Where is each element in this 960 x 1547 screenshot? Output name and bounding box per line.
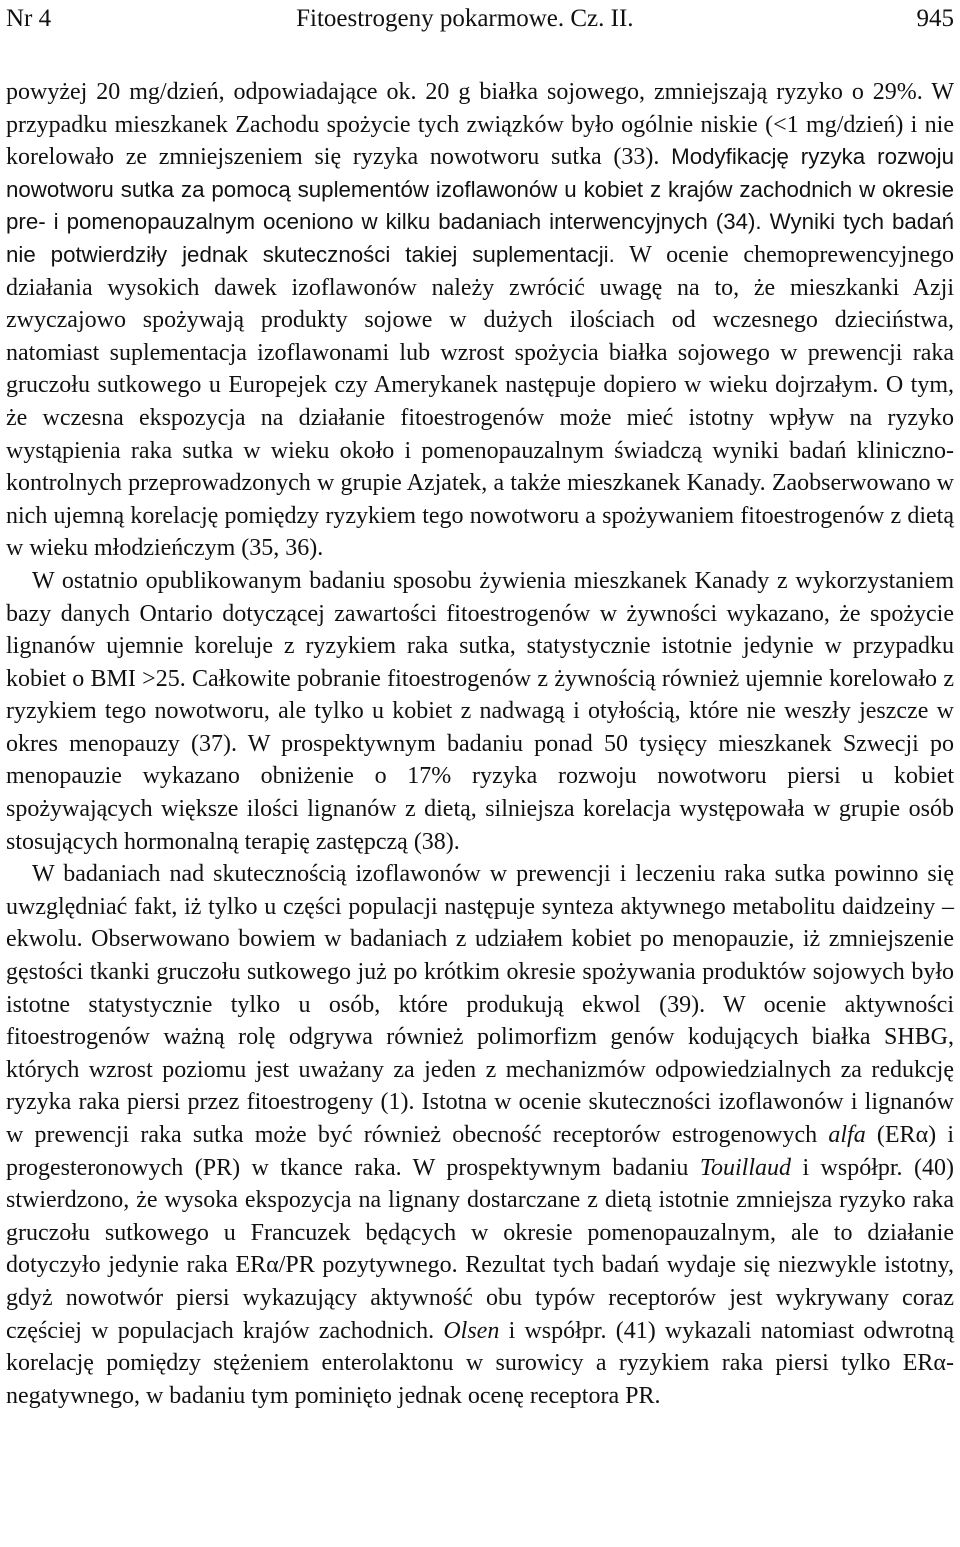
text-run: i współpr. (41) wykazali natomiast odwrotną korelację pomiędzy stężeniem enterolaktonu w surowicy a ryzykiem raka piersi tylko ERα-negatywnego, w badaniu tym pominięto jednak ocenę receptora PR. [6,1317,954,1409]
text-run: (ERα) i progesteronowych (PR) w tkance raka. W prospektywnym badaniu [6,1122,954,1181]
italic-term: Olsen [443,1317,500,1344]
text-run: Modyfikację ryzyka rozwoju nowotworu sutka za pomocą suplementów izoflawonów u kobiet z krajów zachodnich w okresie pre- i pomenopauzalnym oceniono w kilku badaniach interwencyjnych (34). Wyniki tych badań nie potwierdziły jednak skuteczności takiej suplementacji. [6,144,954,267]
text-run: powyżej 20 mg/dzień, odpowiadające ok. 20 g białka sojowego, zmniejszają ryzyko o 29%. W przypadku mieszkanek Zachodu spożycie tych związków było ogólnie niskie (<1 mg/dzień) i nie korelowało ze zmniejszeniem się ryzyka nowotworu sutka (33). [6,79,954,171]
body-text [6,76,954,1412]
paragraph [6,76,954,565]
running-header [6,0,954,38]
running-title: Fitoestrogeny pokarmowe. Cz. II. [296,5,634,32]
text-run: W badaniach nad skutecznością izoflawonów w prewencji i leczeniu raka sutka powinno się uwzględniać fakt, iż tylko u części populacji następuje synteza aktywnego metabolitu daidzeiny – ekwolu. Obserwowano bowiem w badaniach z udziałem kobiet po menopauzie, iż zmniejszenie gęstości tkanki gruczołu sutkowego już po krótkim okresie spożywania produktów sojowych było istotne statystycznie tylko u osób, które produkują ekwol (39). W ocenie aktywności fitoestrogenów ważną rolę odgrywa również polimorfizm genów kodujących białka SHBG, których wzrost poziomu jest uważany za jeden z mechanizmów odpowiedzialnych za redukcję ryzyka raka piersi przez fitoestrogeny (1). Istotna w ocenie skuteczności izoflawonów i lignanów w prewencji raka sutka może być również obecność receptorów estrogenowych [6,861,954,1148]
italic-term: alfa [828,1122,866,1148]
paragraph [6,565,954,858]
paragraph [6,858,954,1412]
text-run: W ostatnio opublikowanym badaniu sposobu żywienia mieszkanek Kanady z wykorzystaniem bazy danych Ontario dotyczącej zawartości fitoestrogenów w żywności wykazano, że spożycie lignanów ujemnie koreluje z ryzykiem raka sutka, statystycznie istotnie jedynie w przypadku kobiet o BMI >25. Całkowite pobranie fitoestrogenów z żywnością również ujemnie korelowało z ryzykiem tego nowotworu, ale tylko u kobiet z nadwagą i otyłością, które nie weszły jeszcze w okres menopauzy (37). W prospektywnym badaniu ponad 50 tysięcy mieszkanek Szwecji po menopauzie wykazano obniżenie o 17% ryzyka rozwoju nowotworu piersi u kobiet spożywających większe ilości lignanów z dietą, silniejsza korelacja występowała w grupie osób stosujących hormonalną terapię zastępczą (38). [6,567,954,855]
issue-number: Nr 4 [6,5,52,32]
italic-term: Touillaud [699,1154,791,1181]
document-page [6,0,954,1412]
text-run: W ocenie chemoprewencyjnego działania wysokich dawek izoflawonów należy zwrócić uwagę na to, że mieszkanki Azji zwyczajowo spożywają produkty sojowe w dużych ilościach od wczesnego dzieciństwa, natomiast suplementacja izoflawonami lub wzrost spożycia białka sojowego w prewencji raka gruczołu sutkowego u Europejek czy Amerykanek następuje dopiero w wieku dojrzałym. O tym, że wczesna ekspozycja na działanie fitoestrogenów może mieć istotny wpływ na ryzyko wystąpienia raka sutka w wieku około i pomenopauzalnym świadczą wyniki badań kliniczno-kontrolnych przeprowadzonych w grupie Azjatek, a także mieszkanek Kanady. Zaobserwowano w nich ujemną korelację pomiędzy ryzykiem tego nowotworu a spożywaniem fitoestrogenów z dietą w wieku młodzieńczym (35, 36). [6,241,954,562]
page-number: 945 [916,5,954,32]
text-run: i współpr. (40) stwierdzono, że wysoka ekspozycja na lignany dostarczane z dietą istotnie zmniejsza ryzyko raka gruczołu sutkowego u Francuzek będących w okresie pomenopauzalnym, ale to działanie dotyczyło jedynie raka ERα/PR pozytywnego. Rezultat tych badań wydaje się niezwykle istotny, gdyż nowotwór piersi wykazujący aktywność obu typów receptorów jest wykrywany coraz częściej w populacjach krajów zachodnich. [6,1154,954,1344]
